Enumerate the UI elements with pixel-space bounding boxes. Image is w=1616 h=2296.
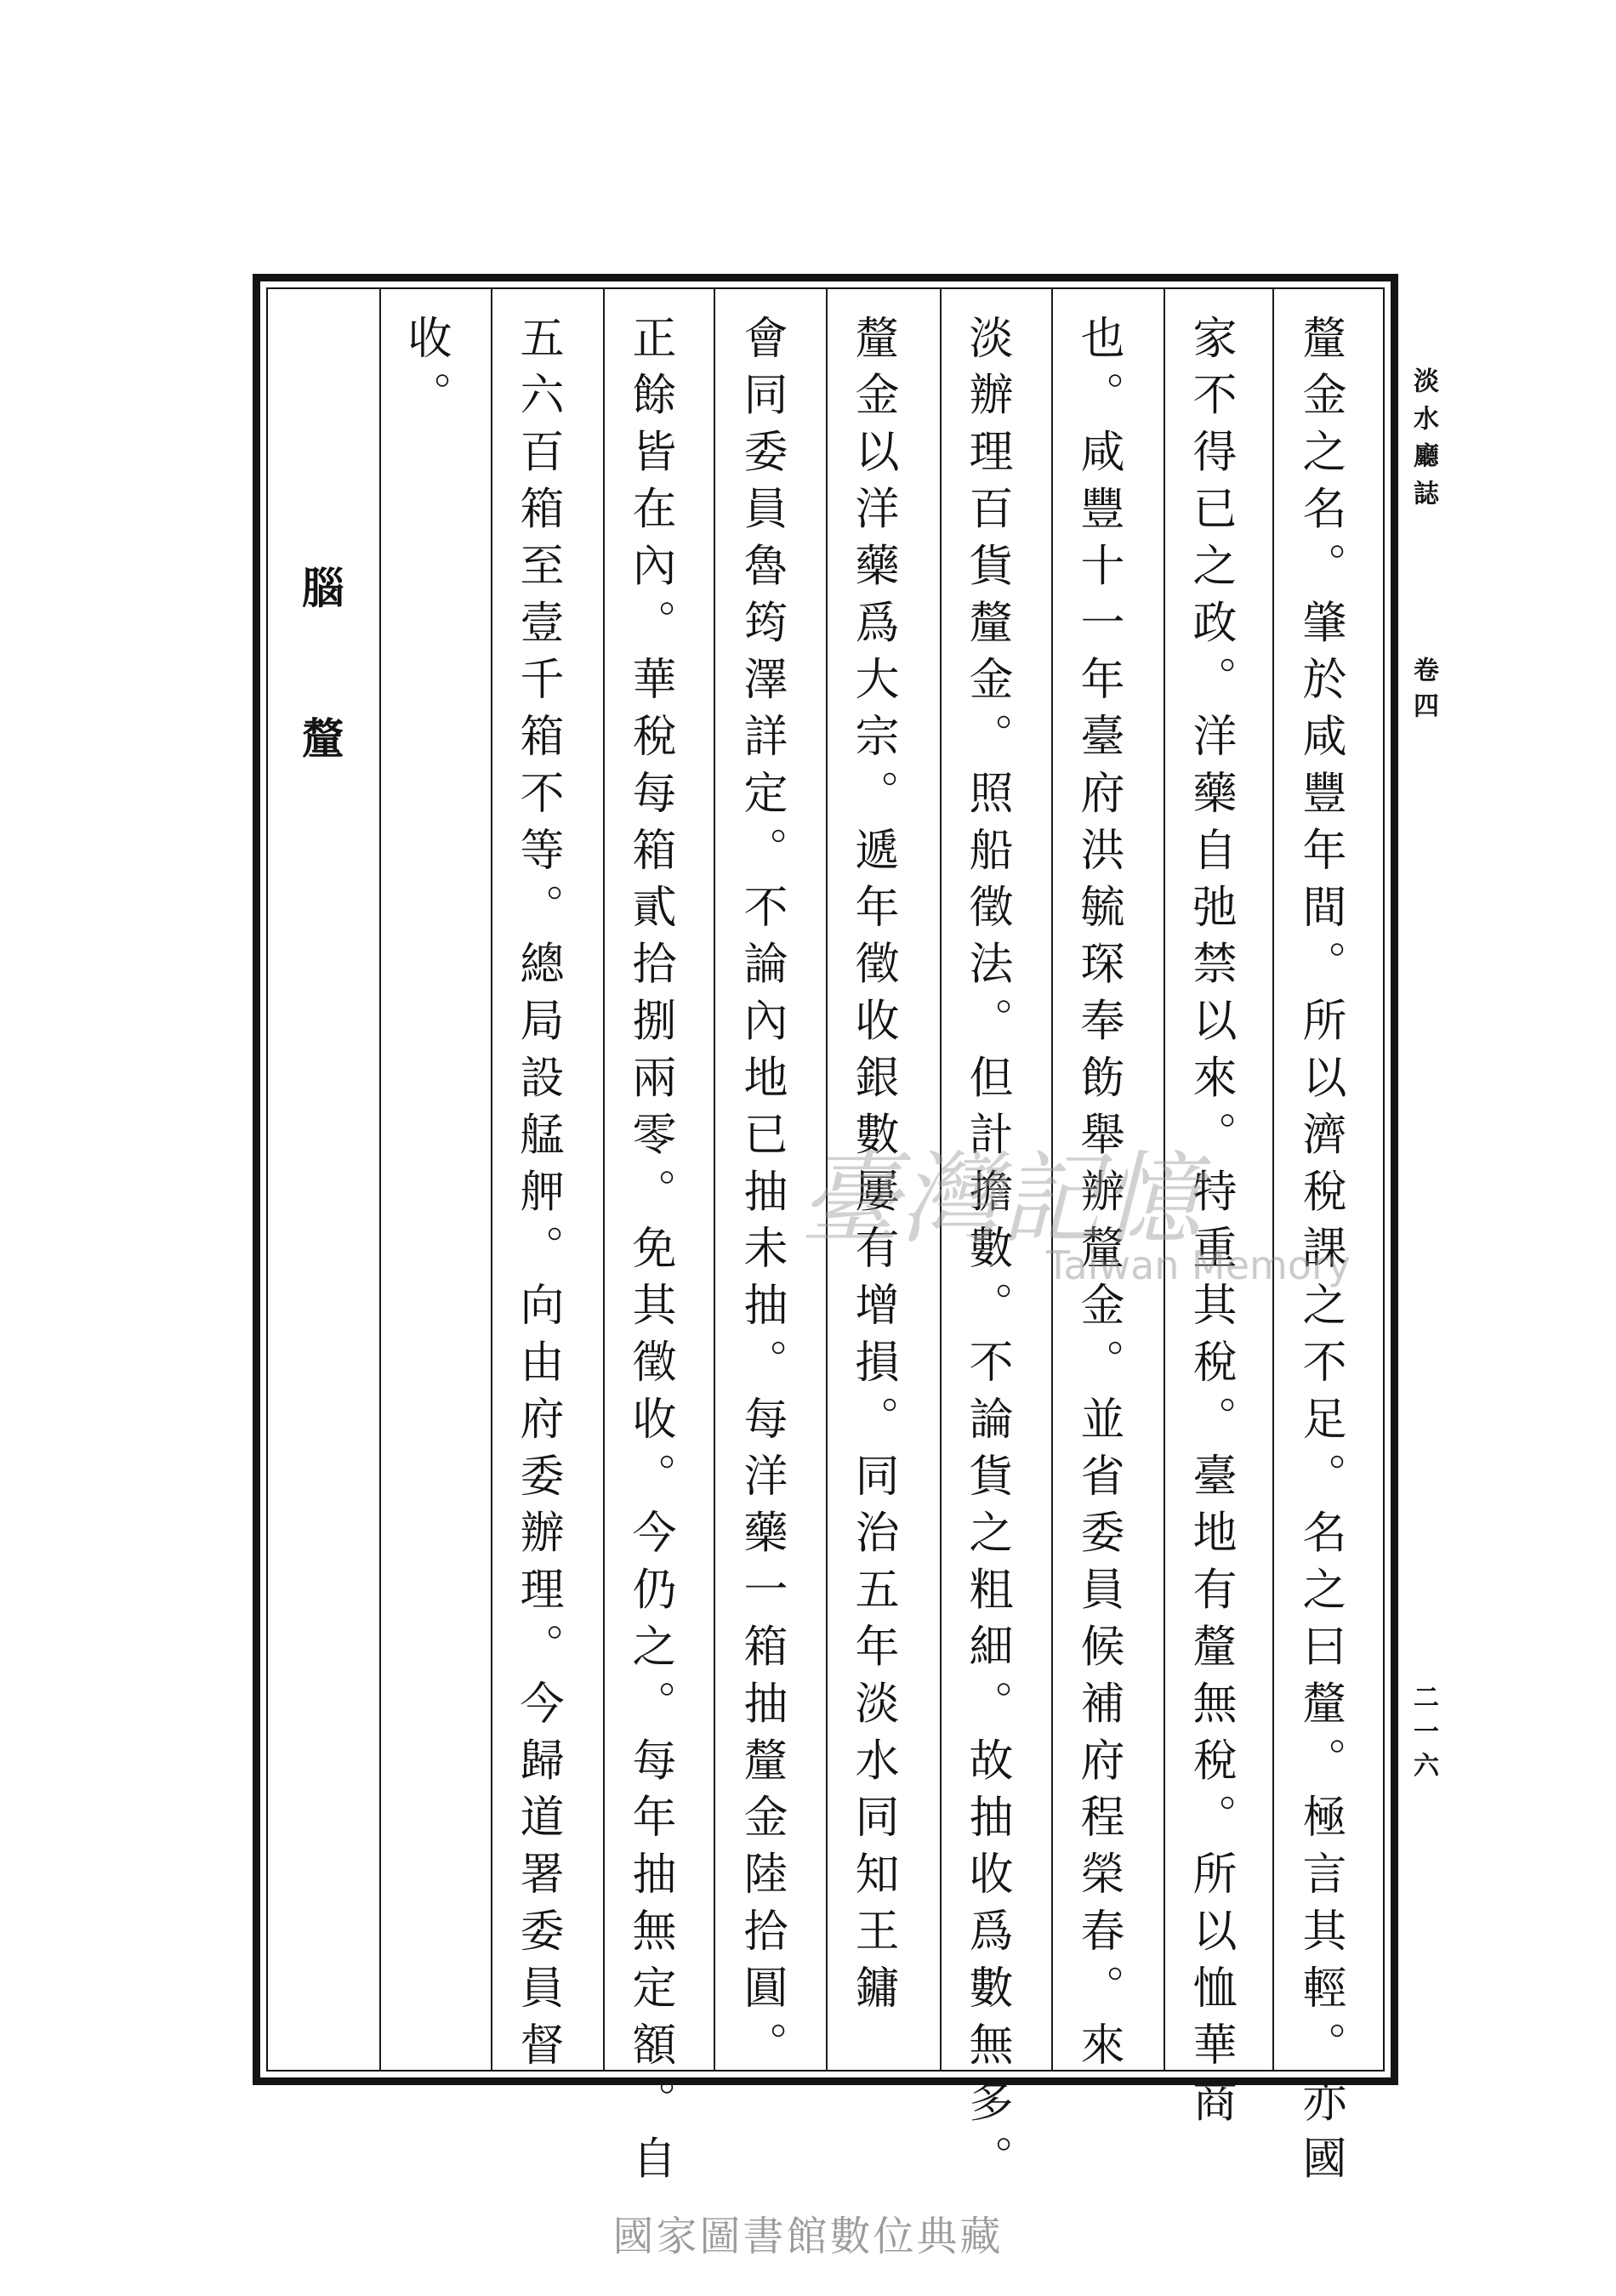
column-rule xyxy=(714,289,715,2070)
text-column-9: 收。 xyxy=(400,315,451,429)
section-title: 腦 釐 xyxy=(295,565,345,787)
column-rule xyxy=(379,289,381,2070)
column-rule xyxy=(940,289,942,2070)
footer-archive-label: 國家圖書館數位典藏 xyxy=(612,2213,1004,2260)
text-column-6: 會同委員魯筠澤詳定。不論內地已抽未抽。每洋藥一箱抽釐金陸拾圓。 xyxy=(736,315,787,2078)
volume-label: 卷四 xyxy=(1408,656,1438,728)
text-column-2: 家不得已之政。洋藥自弛禁以來。特重其稅。臺地有釐無稅。所以恤華商 xyxy=(1185,315,1236,2135)
column-rule xyxy=(1272,289,1274,2070)
text-column-1: 釐金之名。肇於咸豐年間。所以濟稅課之不足。名之曰釐。極言其輕。亦國 xyxy=(1295,315,1346,2192)
text-column-8: 五六百箱至壹千箱不等。總局設艋舺。向由府委辦理。今歸道署委員督 xyxy=(512,315,563,2078)
book-title: 淡水廳誌 xyxy=(1408,367,1438,517)
column-rule xyxy=(826,289,828,2070)
watermark-subtext: Taiwan Memory xyxy=(1046,1242,1351,1288)
watermark-logo-text: 臺灣記憶 xyxy=(799,1140,1202,1258)
column-rule xyxy=(603,289,605,2070)
text-column-4: 淡辦理百貨釐金。照船徵法。但計擔數。不論貨之粗細。故抽收爲數無多。 xyxy=(961,315,1012,2192)
column-rule xyxy=(491,289,492,2070)
page-number: 二一六 xyxy=(1408,1684,1438,1786)
text-column-5: 釐金以洋藥爲大宗。遞年徵收銀數屢有增損。同治五年淡水同知王鏞 xyxy=(847,315,898,2021)
text-column-7: 正餘皆在內。華稅每箱貳拾捌兩零。免其徵收。今仍之。每年抽無定額。自 xyxy=(624,315,675,2192)
text-column-3: 也。咸豐十一年臺府洪毓琛奉飭舉辦釐金。並省委員候補府程榮春。來 xyxy=(1073,315,1124,2078)
column-rule xyxy=(1051,289,1053,2070)
column-rule xyxy=(1164,289,1165,2070)
